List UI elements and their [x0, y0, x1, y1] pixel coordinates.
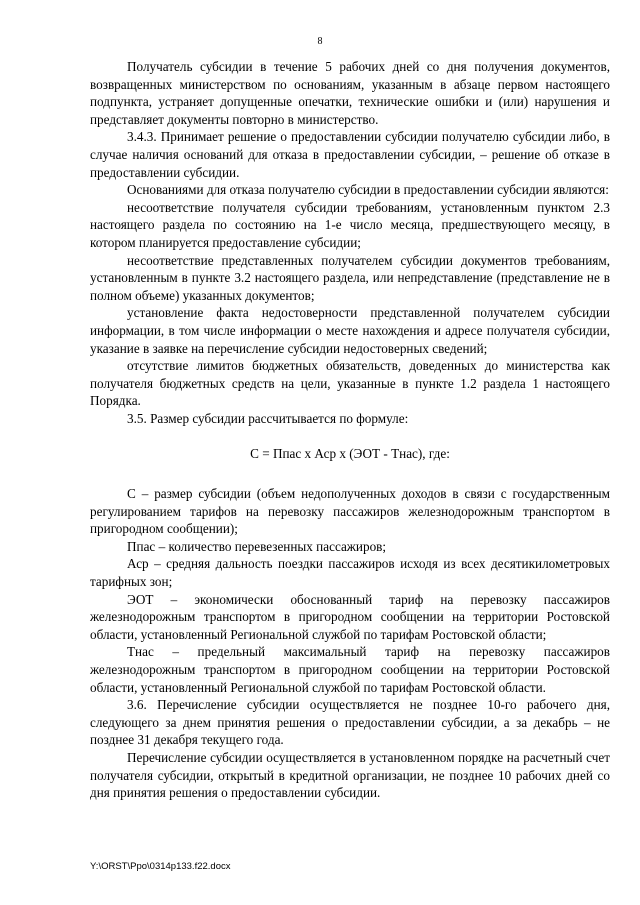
paragraph: Получатель субсидии в течение 5 рабочих дней со дня получения документов, возвращенных министерством по основаниям, указанным в абзаце первом настоящего подпункта, устраняет допущенные опечатки, технические ошибки и (или) нарушения и представляет документы повторно в министерство. [90, 59, 610, 127]
paragraph: Перечисление субсидии осуществляется в установленном порядке на расчетный счет получателя субсидии, открытый в кредитной организации, не позднее 10 рабочих дней со дня принятия решения о предоставлении субсидии. [90, 749, 610, 801]
document-body [90, 58, 610, 802]
paragraph: 3.6. Перечисление субсидии осуществляется не позднее 10-го рабочего дня, следующего за днем принятия решения о предоставлении субсидии, а за декабрь – не позднее 31 декабря текущего года. [90, 697, 610, 748]
list-item: установление факта недостоверности представленной получателем субсидии информации, в том числе информации о месте нахождения и адресе получателя субсидии, указание в заявке на перечисление субсидии недостоверных сведений; [90, 305, 610, 356]
list-item: несоответствие представленных получателем субсидии документов требованиям, установленным в пункте 3.2 настоящего раздела, или непредставление (представление не в полном объеме) указанных документов; [90, 252, 610, 303]
definition-item: Ппас – количество перевезенных пассажиров; [127, 538, 387, 554]
paragraph: 3.5. Размер субсидии рассчитывается по формуле: [127, 410, 409, 426]
list-item: отсутствие лимитов бюджетных обязательств, доведенных до министерства как получателя бюджетных средств на цели, указанные в пункте 1.2 раздела 1 настоящего Порядка. [90, 358, 610, 409]
definition-item: Аср – средняя дальность поездки пассажиров исходя из всех десятикилометровых тарифных зон; [90, 556, 610, 590]
footer-file-path: Y:\ORST\Ppo\0314p133.f22.docx [90, 861, 231, 872]
list-item: несоответствие получателя субсидии требованиям, установленным пунктом 2.3 настоящего раздела по состоянию на 1-е число месяца, предшествующего месяцу, в котором планируется предоставление субсидии; [90, 199, 610, 250]
formula: С = Ппас х Аср х (ЭОТ - Тнас), где: [250, 446, 450, 462]
definition-item: С – размер субсидии (объем недополученных доходов в связи с государственным регулированием тарифов на перевозку пассажиров железнодорожным транспортом в пригородном сообщении); [90, 486, 610, 537]
definition-item: Тнас – предельный максимальный тариф на перевозку пассажиров железнодорожным транспортом в пригородном сообщении на территории Ростовской области, установленный Региональной службой по тарифам Ростовской области. [90, 644, 610, 695]
paragraph: Основаниями для отказа получателю субсидии в предоставлении субсидии являются: [127, 182, 609, 198]
page-number: 8 [317, 36, 323, 47]
definition-item: ЭОТ – экономически обоснованный тариф на перевозку пассажиров железнодорожным транспортом в пригородном сообщении на территории Ростовской области, установленный Региональной службой по тарифам Ростовской области; [90, 591, 610, 642]
paragraph: 3.4.3. Принимает решение о предоставлении субсидии получателю субсидии либо, в случае наличия оснований для отказа в предоставлении субсидии, – решение об отказе в предоставлении субсидии. [90, 129, 610, 180]
